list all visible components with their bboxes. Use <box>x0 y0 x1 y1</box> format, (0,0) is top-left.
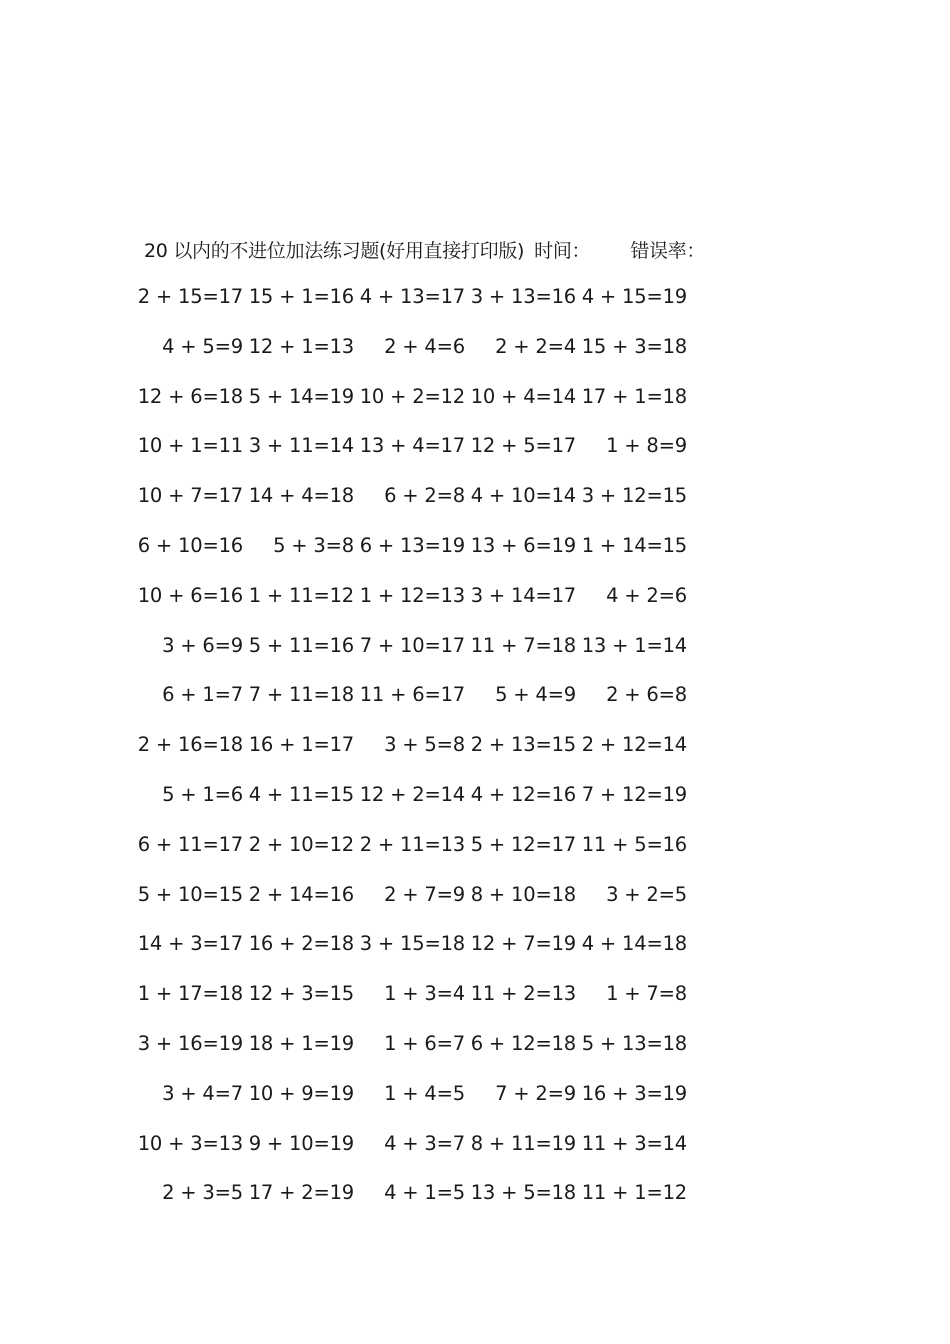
addition-problem: 3 + 12=15 <box>581 484 687 508</box>
addition-problem: 3 + 4=7 <box>162 1081 243 1105</box>
addition-problem: 11 + 3=14 <box>581 1131 687 1155</box>
addition-problem: 2 + 16=18 <box>137 733 243 757</box>
addition-problem: 12 + 3=15 <box>248 982 354 1006</box>
addition-problem: 12 + 7=19 <box>470 932 576 956</box>
addition-problem: 5 + 12=17 <box>470 832 576 856</box>
addition-problem: 6 + 2=8 <box>384 484 465 508</box>
addition-problem: 1 + 4=5 <box>384 1081 465 1105</box>
addition-problem: 2 + 13=15 <box>470 733 576 757</box>
addition-problem: 2 + 15=17 <box>137 285 243 308</box>
addition-problem: 7 + 2=9 <box>495 1081 576 1105</box>
addition-problem: 2 + 10=12 <box>248 832 354 856</box>
addition-problem: 10 + 6=16 <box>137 583 243 607</box>
addition-problem: 2 + 3=5 <box>162 1181 243 1205</box>
addition-problem: 8 + 11=19 <box>470 1131 576 1155</box>
addition-problem: 2 + 6=8 <box>606 683 687 707</box>
addition-problem: 6 + 12=18 <box>470 1031 576 1055</box>
addition-problem: 7 + 12=19 <box>581 782 687 806</box>
addition-problem: 6 + 1=7 <box>162 683 243 707</box>
addition-problem: 3 + 13=16 <box>470 285 576 308</box>
addition-problem: 7 + 10=17 <box>359 633 465 657</box>
addition-problem: 3 + 6=9 <box>162 633 243 657</box>
problem-grid <box>0 285 950 1231</box>
problem-row <box>0 683 950 733</box>
addition-problem: 1 + 17=18 <box>137 982 243 1006</box>
addition-problem: 5 + 13=18 <box>581 1031 687 1055</box>
addition-problem: 12 + 5=17 <box>470 434 576 458</box>
addition-problem: 4 + 1=5 <box>384 1181 465 1205</box>
addition-problem: 1 + 14=15 <box>581 533 687 557</box>
addition-problem: 6 + 13=19 <box>359 533 465 557</box>
addition-problem: 5 + 11=16 <box>248 633 354 657</box>
addition-problem: 3 + 2=5 <box>606 882 687 906</box>
addition-problem: 1 + 6=7 <box>384 1031 465 1055</box>
addition-problem: 1 + 12=13 <box>359 583 465 607</box>
addition-problem: 1 + 3=4 <box>384 982 465 1006</box>
addition-problem: 10 + 1=11 <box>137 434 243 458</box>
addition-problem: 8 + 10=18 <box>470 882 576 906</box>
addition-problem: 11 + 5=16 <box>581 832 687 856</box>
addition-problem: 1 + 11=12 <box>248 583 354 607</box>
addition-problem: 14 + 4=18 <box>248 484 354 508</box>
error-rate-label: 错误率： <box>630 240 706 262</box>
addition-problem: 16 + 1=17 <box>248 733 354 757</box>
addition-problem: 4 + 5=9 <box>162 334 243 358</box>
addition-problem: 3 + 16=19 <box>137 1031 243 1055</box>
addition-problem: 10 + 9=19 <box>248 1081 354 1105</box>
addition-problem: 17 + 1=18 <box>581 384 687 408</box>
problem-row <box>0 783 950 833</box>
addition-problem: 2 + 4=6 <box>384 334 465 358</box>
problem-row <box>0 584 950 634</box>
addition-problem: 1 + 8=9 <box>606 434 687 458</box>
addition-problem: 3 + 11=14 <box>248 434 354 458</box>
addition-problem: 5 + 4=9 <box>495 683 576 707</box>
addition-problem: 15 + 3=18 <box>581 334 687 358</box>
addition-problem: 4 + 15=19 <box>581 285 687 308</box>
worksheet-title: 20 以内的不进位加法练习题(好用直接打印版) <box>144 240 525 262</box>
addition-problem: 2 + 12=14 <box>581 733 687 757</box>
addition-problem: 4 + 13=17 <box>359 285 465 308</box>
addition-problem: 13 + 6=19 <box>470 533 576 557</box>
addition-problem: 4 + 12=16 <box>470 782 576 806</box>
problem-row <box>0 385 950 435</box>
addition-problem: 7 + 11=18 <box>248 683 354 707</box>
addition-problem: 5 + 14=19 <box>248 384 354 408</box>
addition-problem: 5 + 1=6 <box>162 782 243 806</box>
addition-problem: 10 + 4=14 <box>470 384 576 408</box>
problem-row <box>0 1132 950 1182</box>
problem-row <box>0 833 950 883</box>
addition-problem: 11 + 7=18 <box>470 633 576 657</box>
addition-problem: 12 + 1=13 <box>248 334 354 358</box>
time-label: 时间： <box>534 240 591 262</box>
addition-problem: 12 + 6=18 <box>137 384 243 408</box>
problem-row <box>0 1032 950 1082</box>
addition-problem: 4 + 3=7 <box>384 1131 465 1155</box>
addition-problem: 5 + 3=8 <box>273 533 354 557</box>
addition-problem: 4 + 11=15 <box>248 782 354 806</box>
addition-problem: 10 + 7=17 <box>137 484 243 508</box>
problem-row <box>0 733 950 783</box>
addition-problem: 2 + 11=13 <box>359 832 465 856</box>
problem-row <box>0 335 950 385</box>
addition-problem: 4 + 2=6 <box>606 583 687 607</box>
addition-problem: 17 + 2=19 <box>248 1181 354 1205</box>
addition-problem: 4 + 10=14 <box>470 484 576 508</box>
addition-problem: 3 + 15=18 <box>359 932 465 956</box>
addition-problem: 3 + 14=17 <box>470 583 576 607</box>
problem-row <box>0 534 950 584</box>
addition-problem: 6 + 11=17 <box>137 832 243 856</box>
problem-row <box>0 285 950 335</box>
addition-problem: 13 + 1=14 <box>581 633 687 657</box>
addition-problem: 10 + 2=12 <box>359 384 465 408</box>
addition-problem: 1 + 7=8 <box>606 982 687 1006</box>
addition-problem: 18 + 1=19 <box>248 1031 354 1055</box>
addition-problem: 16 + 2=18 <box>248 932 354 956</box>
addition-problem: 9 + 10=19 <box>248 1131 354 1155</box>
problem-row <box>0 484 950 534</box>
addition-problem: 11 + 2=13 <box>470 982 576 1006</box>
problem-row <box>0 634 950 684</box>
worksheet-header <box>144 236 705 263</box>
addition-problem: 10 + 3=13 <box>137 1131 243 1155</box>
addition-problem: 3 + 5=8 <box>384 733 465 757</box>
addition-problem: 2 + 2=4 <box>495 334 576 358</box>
addition-problem: 6 + 10=16 <box>137 533 243 557</box>
problem-row <box>0 883 950 933</box>
problem-row <box>0 982 950 1032</box>
addition-problem: 5 + 10=15 <box>137 882 243 906</box>
addition-problem: 4 + 14=18 <box>581 932 687 956</box>
addition-problem: 14 + 3=17 <box>137 932 243 956</box>
problem-row <box>0 932 950 982</box>
problem-row <box>0 1181 950 1231</box>
addition-problem: 2 + 7=9 <box>384 882 465 906</box>
problem-row <box>0 434 950 484</box>
addition-problem: 13 + 4=17 <box>359 434 465 458</box>
addition-problem: 15 + 1=16 <box>248 285 354 308</box>
addition-problem: 16 + 3=19 <box>581 1081 687 1105</box>
addition-problem: 12 + 2=14 <box>359 782 465 806</box>
addition-problem: 13 + 5=18 <box>470 1181 576 1205</box>
addition-problem: 11 + 6=17 <box>359 683 465 707</box>
addition-problem: 2 + 14=16 <box>248 882 354 906</box>
addition-problem: 11 + 1=12 <box>581 1181 687 1205</box>
problem-row <box>0 1082 950 1132</box>
